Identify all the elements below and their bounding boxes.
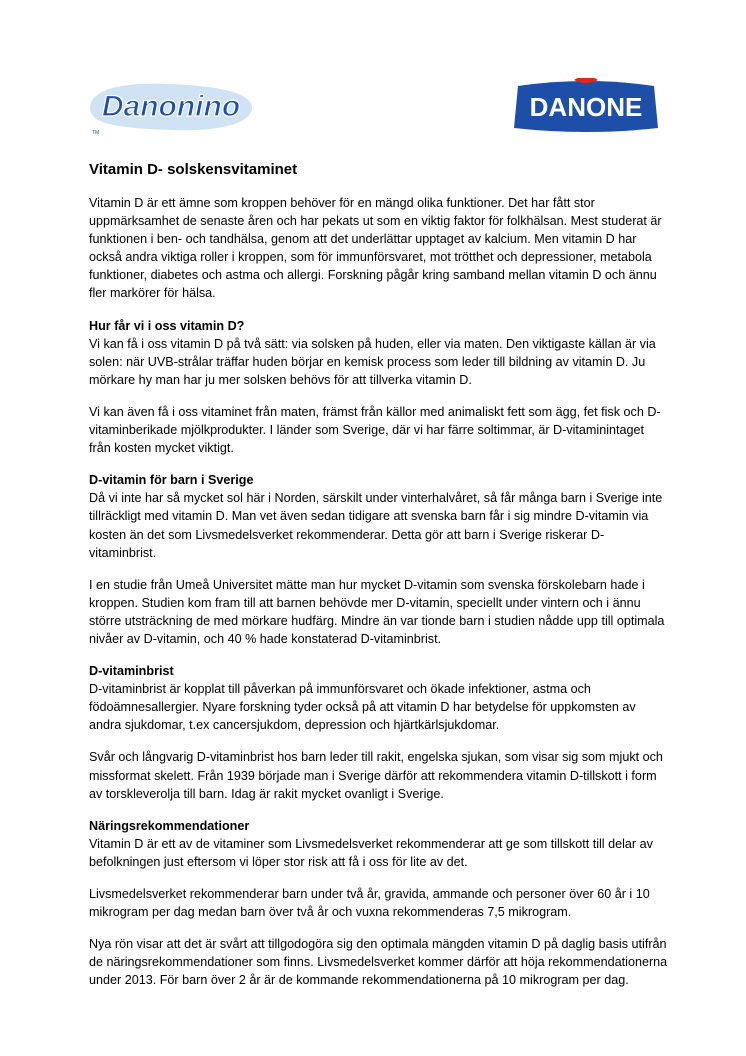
section-d-vitamin-barn [89, 471, 669, 561]
section-heading: Hur får vi i oss vitamin D? [89, 318, 245, 333]
section-heading: D-vitaminbrist [89, 664, 174, 679]
paragraph: Svår och långvarig D-vitaminbrist hos barn leder till rakit, engelska sjukan, som visar sig som mjukt och missformat skelett. Från 1939 började man i Sverige därför att rekommendera vitamin D-tillskott i form av torskleverolja till barn. Idag är rakit mycket ovanligt i Sverige. [89, 750, 663, 801]
danonino-logo [86, 78, 256, 136]
document-body [89, 160, 669, 1003]
paragraph: D-vitaminbrist är kopplat till påverkan på immunförsvaret och ökade infektioner, astma och födoämnesallergier. Nyare forskning tyder också på att vitamin D har betydelse för uppkomsten av andra sjukdomar, t.ex cancersjukdom, depression och hjärtkärlsjukdomar. [89, 682, 636, 733]
paragraph: Vitamin D är ett av de vitaminer som Livsmedelsverket rekommenderar att ge som tillskott till delar av befolkningen just eftersom vi löper stor risk att få i oss för lite av det. [89, 836, 653, 869]
section-heading: D-vitamin för barn i Sverige [89, 473, 254, 488]
section-heading: Näringsrekommendationer [89, 818, 250, 833]
section-naringsrekommendationer [89, 817, 669, 871]
danonino-wordmark: Danonino [101, 90, 241, 123]
paragraph: Vi kan även få i oss vitaminet från maten, främst från källor med animaliskt fett som ägg, fet fisk och D-vitaminberikade mjölkprodukter. I länder som Sverige, där vi har färre soltimmar, är D-vitaminintaget från kosten mycket viktigt. [89, 404, 661, 456]
section-d-vitaminbrist [89, 662, 669, 734]
section-hur-far-vi [89, 317, 669, 389]
paragraph: Nya rön visar att det är svårt att tillgodogöra sig den optimala mängden vitamin D på daglig basis utifrån de näringsrekommendationer som finns. Livsmedelsverket kommer därför att höja rekommendationerna under 2013. För barn över 2 år är de kommande rekommendationerna på 10 mikrogram per dag. [89, 937, 668, 988]
paragraph: I en studie från Umeå Universitet mätte man hur mycket D-vitamin som svenska förskolebarn hade i kroppen. Studien kom fram till att barnen behövde mer D-vitamin, speciellt under vintern och i ännu större utsträckning de med mörkare hudfärg. Mindre än var tionde barn i studien nådde upp till optimala nivåer av D-vitamin, och 40 % hade konstaterad D-vitaminbrist. [89, 577, 665, 646]
danone-wordmark: DANONE [529, 92, 643, 122]
page-title: Vitamin D- solskensvitaminet [89, 161, 298, 178]
paragraph: Livsmedelsverket rekommenderar barn under två år, gravida, ammande och personer över 60 år i 10 mikrogram per dag medan barn över två år och vuxna rekommenderas 7,5 mikrogram. [89, 887, 650, 920]
paragraph: Vi kan få i oss vitamin D på två sätt: via solsken på huden, eller via maten. Den viktigaste källan är via solen: när UVB-strålar träffar huden börjar en kemisk process som leder till bildning av vitamin D. Ju mörkare hy man har ju mer solsken behövs för att tillverka vitamin D. [89, 336, 656, 387]
intro-paragraph: Vitamin D är ett ämne som kroppen behöver för en mängd olika funktioner. Det har fått stor uppmärksamhet de senaste åren och har pekats ut som en viktig faktor för folkhälsan. Mest studerat är funktionen i ben- och tandhälsa, genom att det underlättar upptaget av kalcium. Men vitamin D har också andra viktiga roller i kroppen, som för immunförsvaret, mot trötthet och depressioner, metabola funktioner, diabetes och astma och allergi. Forskning pågår kring samband mellan vitamin D och ännu fler markörer för hälsa. [89, 196, 662, 301]
logo-bar [86, 78, 666, 138]
trademark-mark: TM [92, 130, 100, 136]
danone-logo [506, 78, 666, 136]
paragraph: Då vi inte har så mycket sol här i Norden, särskilt under vinterhalvåret, så får många barn i Sverige inte tillräckligt med vitamin D. Man vet även sedan tidigare att svenska barn får i sig mindre D-vitamin via kosten än det som Livsmedelsverket rekommenderar. Detta gör att barn i Sverige riskerar D-vitaminbrist. [89, 491, 663, 560]
